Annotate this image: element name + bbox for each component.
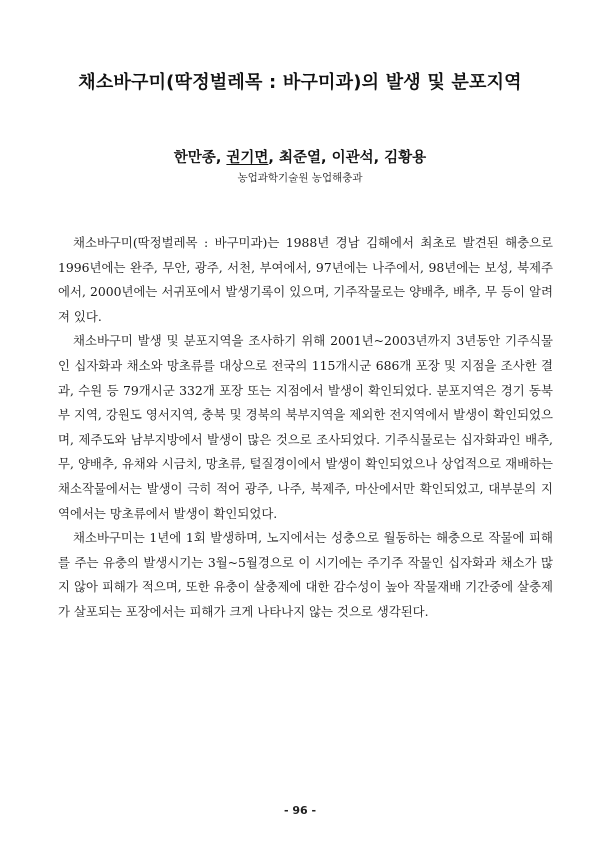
author-list: [0, 146, 600, 167]
body-paragraph: 채소바구미는 1년에 1회 발생하며, 노지에서는 성충으로 월동하는 해충으로 작물에 피해를 주는 유충의 발생시기는 3월~5월경으로 이 시기에는 주기주 작물인 십자화과 채소가 많지 않아 피해가 적으며, 또한 유충이 살충제에 대한 감수성이 높아 작물재배 기간중에 살충제가 살포되는 포장에서는 피해가 크게 나타나지 않는 것으로 생각된다.: [58, 530, 553, 619]
author-separator: ,: [373, 150, 385, 166]
author-affiliation: 농업과학기술원 농업해충과: [237, 172, 363, 184]
author-separator: ,: [268, 150, 279, 166]
author-separator: ,: [215, 150, 227, 166]
presenting-author-name: 권기면: [226, 150, 269, 166]
page-number: - 96 -: [283, 804, 317, 817]
author-name: 한만종: [173, 150, 216, 166]
author-name: 이관석: [331, 150, 374, 166]
abstract-body: [58, 231, 553, 625]
author-name: 최준열: [278, 150, 322, 166]
body-paragraph: 채소바구미 발생 및 분포지역을 조사하기 위해 2001년~2003년까지 3년동안 기주식물인 십자화과 채소와 망초류를 대상으로 전국의 115개시군 686개 포장 및 지점을 조사한 결과, 수원 등 79개시군 332개 포장 또는 지점에서 발생이 확인되었다. 분포지역은 경기 동북부 지역, 강원도 영서지역, 충북 및 경북의 북부지역을 제외한 전지역에서 발생이 확인되었으며, 제주도와 남부지방에서 발생이 많은 것으로 조사되었다. 기주식물로는 십자화과인 배추, 무, 양배추, 유채와 시금치, 망초류, 털질경이에서 발생이 확인되었으나 상업적으로 재배하는 채소작물에서는 발생이 극히 적어 광주, 나주, 북제주, 마산에서만 확인되었고, 대부분의 지역에서는 망초류에서 발생이 확인되었다.: [58, 333, 553, 521]
paper-title: 채소바구미(딱정벌레목 : 바구미과)의 발생 및 분포지역: [78, 72, 522, 93]
author-name: 김황용: [384, 150, 427, 166]
body-paragraph: 채소바구미(딱정벌레목 : 바구미과)는 1988년 경남 김해에서 최초로 발견된 해충으로 1996년에는 완주, 무안, 광주, 서천, 부여에서, 97년에는 나주에서, 98년에는 보성, 북제주에서, 2000년에는 서귀포에서 발생기록이 있으며, 기주작물로는 양배추, 배추, 무 등이 알려져 있다.: [58, 235, 553, 324]
author-separator: ,: [321, 150, 332, 166]
